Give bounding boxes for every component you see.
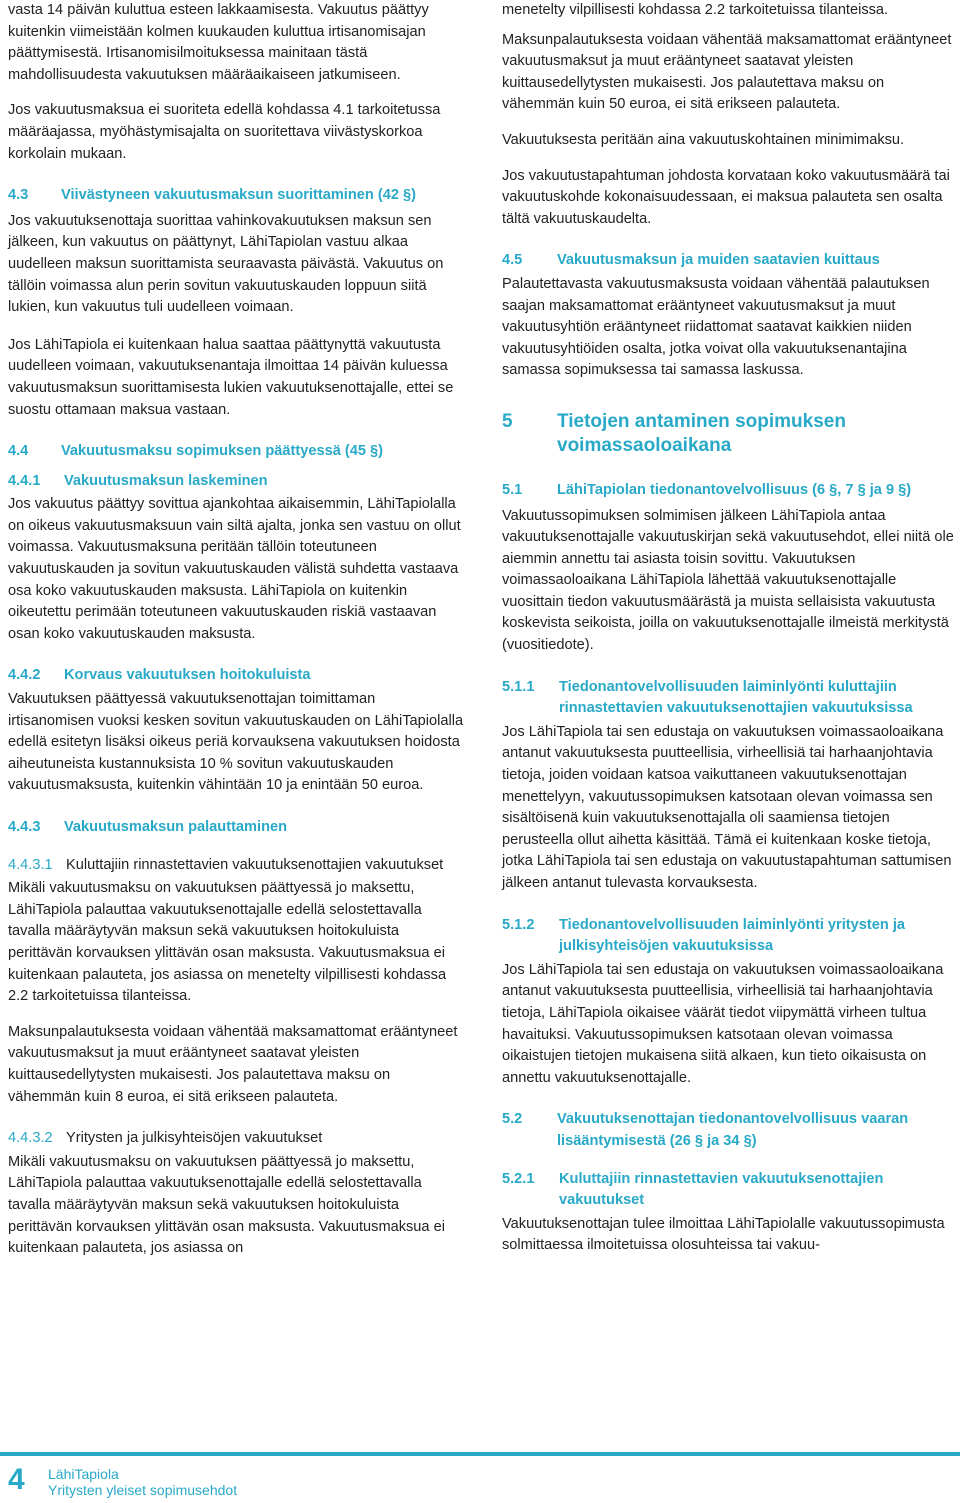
heading-5-1 — [502, 480, 954, 502]
section-number: 5 — [502, 410, 513, 432]
section-number: 4.4.3.2 — [8, 1130, 53, 1147]
paragraph-intro: vasta 14 päivän kuluttua esteen lakkaamisesta. Vakuutus päättyy kuitenkin viimeistään kolmen kuukauden kuluttua irtisanomisajan päättymisestä. Irtisanomisilmoituksessa mainitaan tästä mahdollisuudesta vakuutuksen määräaikaiseen jatkumiseen. — [8, 2, 429, 83]
paragraph-4-4-3-1-a: Mikäli vakuutusmaksu on vakuutuksen päättyessä jo maksettu, LähiTapiola palauttaa vakuutuksenottajalle edellä selostettavalla tavalla määräytyvän maksun sekä vakuutuksen hoitokuluista perittävän korvauksen ylittävän osan maksusta. Vakuutusmaksua ei kuitenkaan palauteta, jos asiassa on menetelty vilpillisesti kohdassa 2.2 tarkoitetuissa tilanteissa. — [8, 880, 447, 1005]
heading-5-2-1 — [502, 1169, 954, 1212]
section-number: 4.3 — [8, 187, 29, 204]
section-title: Vakuutusmaksun ja muiden saatavien kuittaus — [557, 252, 880, 269]
section-number: 4.5 — [502, 252, 523, 269]
page-number: 4 — [8, 1463, 25, 1496]
section-number: 5.2 — [502, 1111, 523, 1128]
section-number: 4.4.3.1 — [8, 856, 53, 873]
footer-divider — [0, 1452, 960, 1456]
section-title: Korvaus vakuutuksen hoitokuluista — [64, 667, 311, 684]
section-title: Vakuutusmaksun palauttaminen — [64, 819, 288, 835]
paragraph-4-3-1: Jos vakuutuksenottaja suorittaa vahinkovakuutuksen maksun sen jälkeen, kun vakuutus on päättynyt, LähiTapiolan vastuu alkaa uudelleen maksun suorittamista seuraavasta päivästä. Vakuutus on tällöin voimassa alun perin sovitun vakuutuskauden loppuun siitä lukien, kun vakuutus tuli uudelleen voimaan. — [8, 212, 444, 316]
section-number: 4.4.1 — [8, 472, 41, 489]
footer-brand: LähiTapiola — [48, 1466, 119, 1482]
paragraph-5-1-2: Jos LähiTapiola tai sen edustaja on vakuutuksen voimassaoloaikana antanut vakuutuksesta puutteellisia, virheellisiä tai harhaanjohtavia tietoja, LähiTapiola oikaisee väärät tiedot viipymättä virheen tultua havaituksi. Vakuutussopimuksen katsotaan olevan voimassa oikaistujen tietojen mukaisena siitä alkaen, kun tieto oikaisusta on annettu vakuutuksenottajalle. — [502, 961, 944, 1086]
right-column — [502, 0, 954, 1257]
paragraph-minimum-fee: Vakuutuksesta peritään aina vakuutuskohtainen minimimaksu. — [502, 131, 905, 148]
section-number: 5.1 — [502, 481, 523, 498]
paragraph-5-1-1: Jos LähiTapiola tai sen edustaja on vakuutuksen voimassaoloaikana antanut vakuutuksesta puutteellisia, virheellisiä tai harhaanjohtavia tietoja, joiden voidaan katsoa vaikuttaneen vakuutuksenottajan menettelyyn, vakuutussopimuksen katsotaan olevan voimassa sen sisältöisenä kuin vakuutuksenottajalla oli saamiensa tietojen perusteella ollut aihetta käsittää. Tämä ei kuitenkaan koske tietoja, jotka LähiTapiola tai sen edustaja on vakuutustapahtuman sattumisen jälkeen antanut tulevasta korvauksesta. — [502, 723, 952, 891]
heading-5-2 — [502, 1109, 954, 1152]
left-column — [8, 0, 464, 1260]
paragraph-5-1: Vakuutussopimuksen solmimisen jälkeen LähiTapiola antaa vakuutuksenottajalle vakuutuskirjan sekä vakuutusehdot, ellei niitä ole aiemmin annettu tai asiasta toisin sovittu. Vakuutuksen voimassaoloaikana LähiTapiola lähettää vakuutuksenottajalle vuosittain tiedon vakuutusmäärästä ja muista sellaisista vakuutusta koskevista seikoista, joilla on vakuutuksenottajalle ilmeistä merkitystä (vuositiedote). — [502, 507, 954, 654]
section-title: LähiTapiolan tiedonantovelvollisuus (6 §, 7 § ja 9 §) — [557, 481, 912, 498]
section-title: Kuluttajiin rinnastettavien vakuutuksenottajien vakuutukset — [66, 856, 444, 873]
section-number: 4.4.2 — [8, 667, 41, 684]
section-title: Tiedonantovelvollisuuden laiminlyönti yritysten ja julkisyhteisöjen vakuutuksissa — [559, 916, 905, 955]
paragraph-late-payment: Jos vakuutusmaksua ei suoriteta edellä kohdassa 4.1 tarkoitetussa määräajassa, myöhästymisajalta on suoritettava viivästyskorkoa korkolain mukaan. — [8, 102, 441, 162]
heading-4-5 — [502, 250, 954, 272]
heading-5-1-2 — [502, 915, 954, 958]
section-title: Tietojen antaminen sopimuksen voimassaoloaikana — [557, 410, 846, 456]
heading-4-4-3-2 — [8, 1128, 464, 1150]
paragraph-4-4-3-1-b: Maksunpalautuksesta voidaan vähentää maksamattomat erääntyneet vakuutusmaksut ja muut erääntyneet saatavat yleisten kuittausedellytysten mukaisesti. Jos palautettava maksu on vähemmän kuin 8 euroa, ei sitä erikseen palauteta. — [8, 1023, 458, 1105]
paragraph-refund: Maksunpalautuksesta voidaan vähentää maksamattomat erääntyneet vakuutusmaksut ja muut erääntyneet saatavat yleisten kuittausedellytysten mukaisesti. Jos palautettava maksu on vähemmän kuin 50 euroa, ei sitä erikseen palauteta. — [502, 31, 952, 113]
section-title: Vakuutusmaksu sopimuksen päättyessä (45 §) — [61, 443, 384, 460]
paragraph-4-3-2: Jos LähiTapiola ei kuitenkaan halua saattaa päättynyttä vakuutusta uudelleen voimaan, vakuutuksenantaja ilmoittaa 14 päivän kuluessa vakuutusmaksun suorittamisesta lukien vakuutuksenottajalle, ettei se suostu ottamaan maksua vastaan. — [8, 336, 454, 418]
heading-4-3 — [8, 185, 464, 207]
section-title: Kuluttajiin rinnastettavien vakuutuksenottajien vakuutukset — [559, 1170, 884, 1209]
section-title: Viivästyneen vakuutusmaksun suorittaminen (42 §) — [61, 187, 416, 204]
heading-4-4-2 — [8, 665, 464, 687]
paragraph-4-4-3-2: Mikäli vakuutusmaksu on vakuutuksen päättyessä jo maksettu, LähiTapiola palauttaa vakuutuksenottajalle edellä selostettavalla tavalla määräytyvän maksun sekä vakuutuksen hoitokuluista perittävän korvauksen ylittävän osan maksusta. Vakuutusmaksua ei kuitenkaan palauteta, jos asiassa on — [8, 1153, 445, 1257]
paragraph-4-5: Palautettavasta vakuutusmaksusta voidaan vähentää palautuksen saajan maksamattomat erääntyneet vakuutusmaksut ja muut vakuutusyhtiön erääntyneet riidattomat saatavat kaikkien niiden vakuutusyhtiöiden osalta, jotka voivat olla vakuutuksenantajina samassa sopimuksessa tai samassa laskussa. — [502, 275, 930, 379]
heading-4-4 — [8, 441, 464, 463]
footer-document-title: Yritysten yleiset sopimusehdot — [48, 1482, 238, 1498]
heading-4-4-3-1 — [8, 855, 464, 877]
section-title: Yritysten ja julkisyhteisöjen vakuutukset — [66, 1130, 323, 1147]
heading-4-4-1 — [8, 471, 464, 493]
paragraph-5-2-1: Vakuutuksenottajan tulee ilmoittaa LähiTapiolalle vakuutussopimusta solmittaessa ilmoitetuissa olosuhteissa tai vakuu- — [502, 1215, 945, 1254]
heading-5-1-1 — [502, 677, 954, 720]
section-number: 4.4 — [8, 443, 29, 460]
section-number: 5.1.2 — [502, 916, 535, 933]
heading-5 — [502, 410, 954, 458]
paragraph-total-loss: Jos vakuutustapahtuman johdosta korvataan koko vakuutusmäärä tai vakuutuskohde kokonaisuudessaan, ei maksua palauteta sen osalta tältä vakuutuskaudelta. — [502, 167, 950, 227]
section-title: Vakuutuksenottajan tiedonantovelvollisuus vaaran lisääntymisestä (26 § ja 34 §) — [557, 1111, 909, 1149]
section-number: 5.2.1 — [502, 1170, 535, 1187]
paragraph-4-4-2: Vakuutuksen päättyessä vakuutuksenottajan toimittaman irtisanomisen vuoksi kesken sovitun vakuutuskauden on LähiTapiolalla edellä esitetyn lisäksi oikeus periä korvauksena vakuutuksen hoidosta aiheutuneista kustannuksista 10 % sovitun vakuutuskauden vakuutusmaksusta, kuitenkin vähintään 10 ja enintään 50 euroa. — [8, 691, 464, 794]
paragraph-continued: menetelty vilpillisesti kohdassa 2.2 tarkoitetuissa tilanteissa. — [502, 2, 889, 18]
section-number: 4.4.3 — [8, 819, 41, 835]
paragraph-4-4-1: Jos vakuutus päättyy sovittua ajankohtaa aikaisemmin, LähiTapiolalla on oikeus vakuutusmaksuun vain siltä ajalta, jonka sen vastuu on ollut voimassa. Vakuutusmaksuna peritään tällöin toteutuneen vakuutuskauden ja sovitun vakuutuskauden välistä suhdetta vastaava osa koko vakuutuskauden maksusta. LähiTapiola on kuitenkin oikeutettu perimään toteutuneen vakuutuskauden riskiä vastaavan osan koko vakuutuskauden maksusta. — [8, 496, 461, 642]
section-title: Vakuutusmaksun laskeminen — [64, 472, 268, 489]
section-title: Tiedonantovelvollisuuden laiminlyönti kuluttajiin rinnastettavien vakuutuksenottajien vakuutuksissa — [559, 678, 913, 717]
heading-4-4-3 — [8, 817, 464, 839]
section-number: 5.1.1 — [502, 678, 535, 695]
